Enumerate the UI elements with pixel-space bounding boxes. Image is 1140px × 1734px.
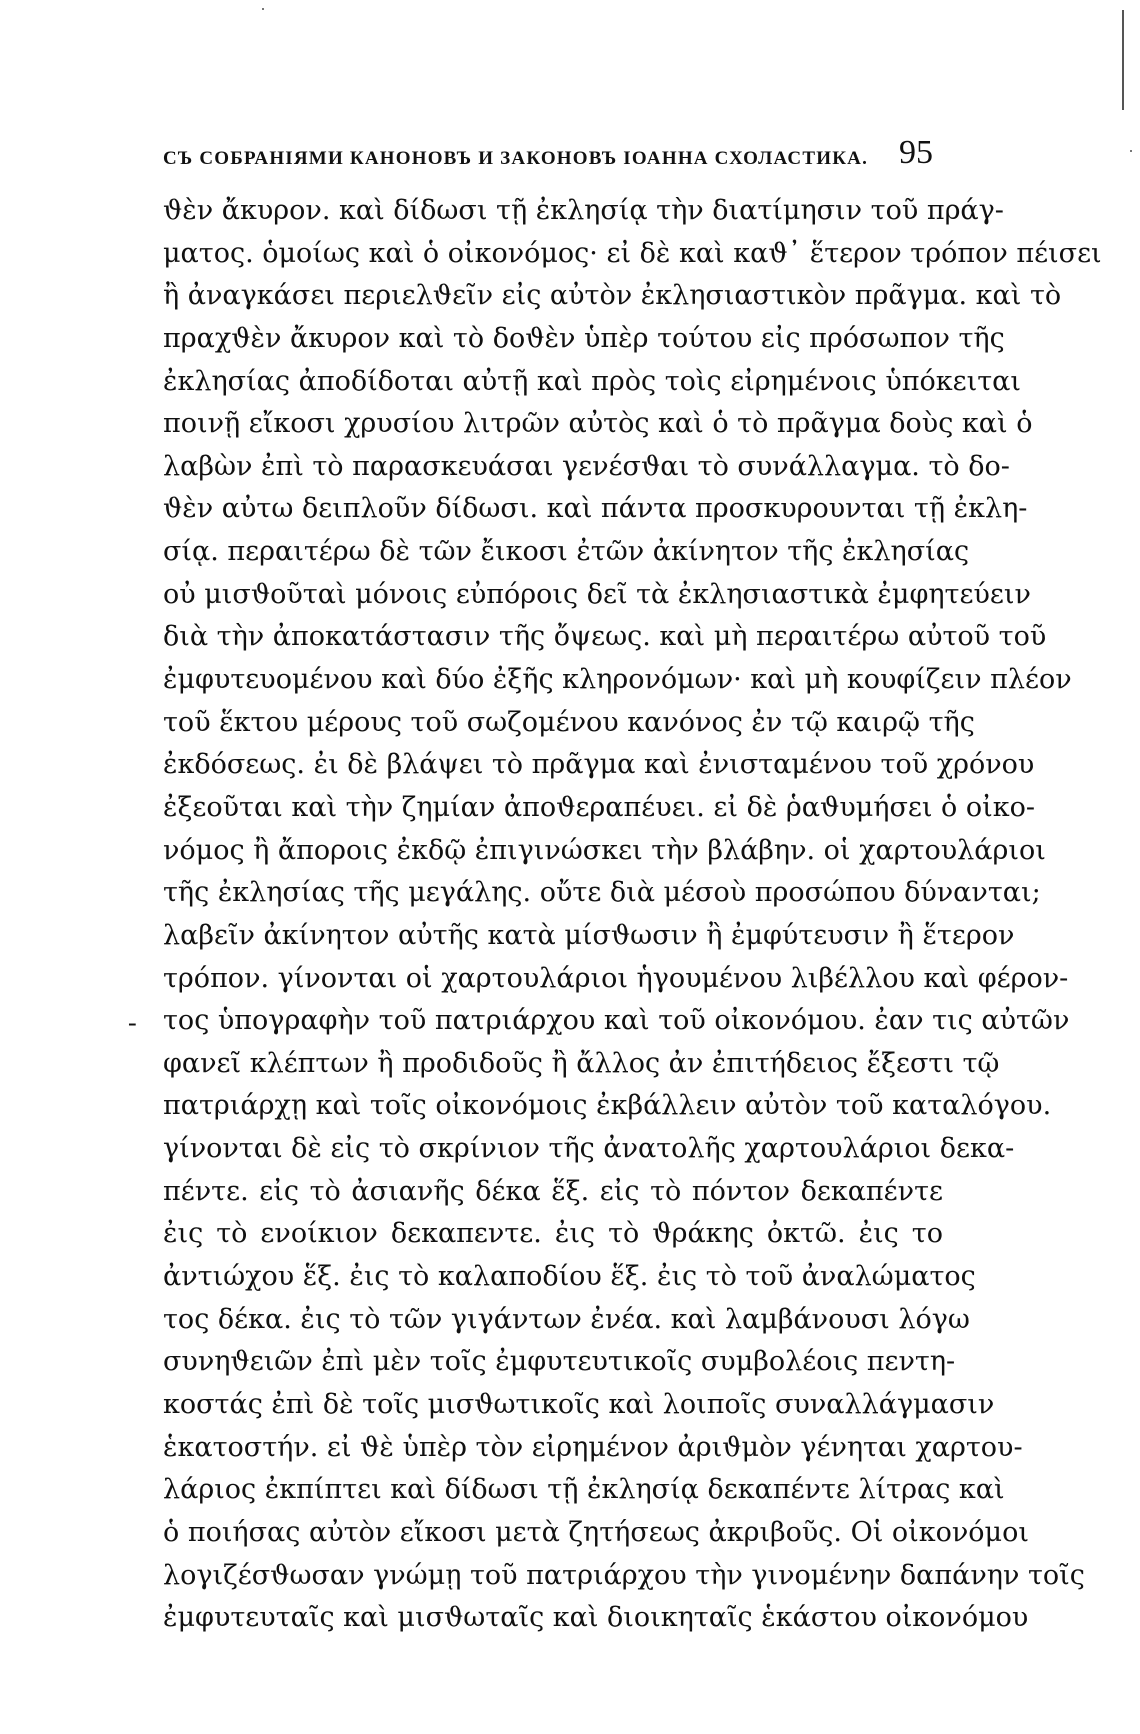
- text-line: τος δέκα. ἐις τὸ τῶν γιγάντων ἐνέα. καὶ λαμβάνουσι λόγω: [163, 1303, 970, 1335]
- text-line: ματος. ὁμοίως καὶ ὁ οἰκονόμος· εἰ δὲ καὶ καϑ᾽ ἕτερον τρόπον πέισει: [163, 237, 1102, 269]
- margin-mark: -: [128, 1008, 137, 1037]
- text-line: λαβεῖν ἀκίνητον αὐτῆς κατὰ μίσϑωσιν ἢ ἐμφύτευσιν ἢ ἕτερον: [163, 919, 1015, 951]
- text-line: ϑὲν αὐτω δειπλοῦν δίδωσι. καὶ πάντα προσκυρουνται τῇ ἐκλη-: [163, 493, 1028, 525]
- text-line: ποινῇ εἴκοσι χρυσίου λιτρῶν αὐτὸς καὶ ὁ τὸ πρᾶγμα δοὺς καὶ ὁ: [163, 408, 1033, 440]
- text-line: ϑὲν ἄκυρον. καὶ δίδωσι τῇ ἐκλησίᾳ τὴν διατίμησιν τοῦ πράγ-: [163, 195, 1004, 226]
- text-line: πατριάρχῃ καὶ τοῖς οἰκονόμοις ἐκβάλλειν αὐτὸν τοῦ καταλόγου.: [163, 1090, 1052, 1122]
- page-edge-line: [1122, 10, 1124, 110]
- text-line: λογιζέσϑωσαν γνώμῃ τοῦ πατριάρχου τὴν γινομένην δαπάνην τοῖς: [163, 1559, 1085, 1591]
- text-line: συνηϑειῶν ἐπὶ μὲν τοῖς ἐμφυτευτικοῖς συμβολέοις πεντη-: [163, 1346, 956, 1378]
- text-line: ἢ ἀναγκάσει περιελϑεῖν εἰς αὐτὸν ἐκλησιαστικὸν πρᾶγμα. καὶ τὸ: [163, 280, 1062, 312]
- text-line: σίᾳ. περαιτέρω δὲ τῶν ἔικοσι ἐτῶν ἀκίνητον τῆς ἐκλησίας: [163, 536, 970, 568]
- text-line: ἑκατοστήν. εἰ ϑὲ ὑπὲρ τὸν εἰρημένον ἀριϑμὸν γένηται χαρτου-: [163, 1431, 1023, 1463]
- text-line: πέντε. εἰς τὸ ἀσιανῆς δέκα ἕξ. εἰς τὸ πόντον δεκαπέντε: [163, 1175, 943, 1207]
- text-line: ὁ ποιήσας αὐτὸν εἴκοσι μετὰ ζητήσεως ἀκριβοῦς. Οἱ οἰκονόμοι: [163, 1516, 1029, 1548]
- text-line: ἐις τὸ ενοίκιον δεκαπεντε. ἐις τὸ ϑράκης ὀκτῶ. ἐις το: [163, 1218, 943, 1250]
- text-line: τρόπον. γίνονται οἱ χαρτουλάριοι ἡγουμένου λιβέλλου καὶ φέρον-: [163, 962, 1069, 994]
- text-line: ἐμφυτευταῖς καὶ μισϑωταῖς καὶ διοικηταῖς ἑκάστου οἰκονόμου: [163, 1602, 1029, 1634]
- text-line: κοστάς ἐπὶ δὲ τοῖς μισϑωτικοῖς καὶ λοιποῖς συναλλάγμασιν: [163, 1388, 995, 1420]
- text-line: φανεῖ κλέπτων ἢ προδιδοῦς ἢ ἄλλος ἀν ἐπιτήδειος ἔξεστι τῷ: [163, 1047, 1000, 1079]
- text-line: ἀντιώχου ἕξ. ἐις τὸ καλαποδίου ἕξ. ἐις τὸ τοῦ ἀναλώματος: [163, 1261, 976, 1293]
- text-line: διὰ τὴν ἀποκατάστασιν τῆς ὄψεως. καὶ μὴ περαιτέρω αὐτοῦ τοῦ: [163, 621, 1047, 653]
- scan-speck: [1130, 150, 1132, 152]
- text-line: τοῦ ἕκτου μέρους τοῦ σωζομένου κανόνος ἐν τῷ καιρῷ τῆς: [163, 706, 975, 738]
- running-head: СЪ СОБРАНІЯМИ КАНОНОВЪ И ЗАКОНОВЪ ІОАННА СХОЛАСТИКА.: [163, 148, 869, 169]
- text-line: γίνονται δὲ εἰς τὸ σκρίνιον τῆς ἀνατολῆς χαρτουλάριοι δεκα-: [163, 1133, 1015, 1165]
- body-text: [163, 190, 1102, 1640]
- page-header: [163, 134, 933, 184]
- text-line: λαβὼν ἐπὶ τὸ παρασκευάσαι γενέσϑαι τὸ συνάλλαγμα. τὸ δο-: [163, 450, 1010, 482]
- text-line: πραχϑὲν ἄκυρον καὶ τὸ δοϑὲν ὑπὲρ τούτου εἰς πρόσωπον τῆς: [163, 322, 1005, 354]
- text-line: ἐξεοῦται καὶ τὴν ζημίαν ἀποϑεραπέυει. εἰ δὲ ῥαϑυμήσει ὁ οἰκο-: [163, 791, 1035, 823]
- scan-speck: [262, 8, 264, 10]
- text-line: οὐ μισϑοῦταὶ μόνοις εὐπόροις δεῖ τὰ ἐκλησιαστικὰ ἐμφητεύειν: [163, 578, 1031, 610]
- text-line: λάριος ἐκπίπτει καὶ δίδωσι τῇ ἐκλησίᾳ δεκαπέντε λίτρας καὶ: [163, 1474, 1005, 1506]
- text-line: τῆς ἐκλησίας τῆς μεγάλης. οὔτε διὰ μέσοὺ προσώπου δύνανται;: [163, 877, 1041, 909]
- text-line: ἐμφυτευομένου καὶ δύο ἐξῆς κληρονόμων· καὶ μὴ κουφίζειν πλέον: [163, 664, 1072, 696]
- text-line: ἐκλησίας ἀποδίδοται αὐτῇ καὶ πρὸς τοὶς εἰρημένοις ὑπόκειται: [163, 365, 1021, 397]
- text-line: νόμος ἢ ἄποροις ἐκδῷ ἐπιγινώσκει τὴν βλάβην. οἱ χαρτουλάριοι: [163, 834, 1046, 866]
- page-number: 95: [899, 134, 933, 171]
- text-line: τος ὑπογραφὴν τοῦ πατριάρχου καὶ τοῦ οἰκονόμου. ἐαν τις αὐτῶν: [163, 1005, 1070, 1037]
- text-line: ἐκδόσεως. ἐι δὲ βλάψει τὸ πρᾶγμα καὶ ἐνισταμένου τοῦ χρόνου: [163, 749, 1035, 781]
